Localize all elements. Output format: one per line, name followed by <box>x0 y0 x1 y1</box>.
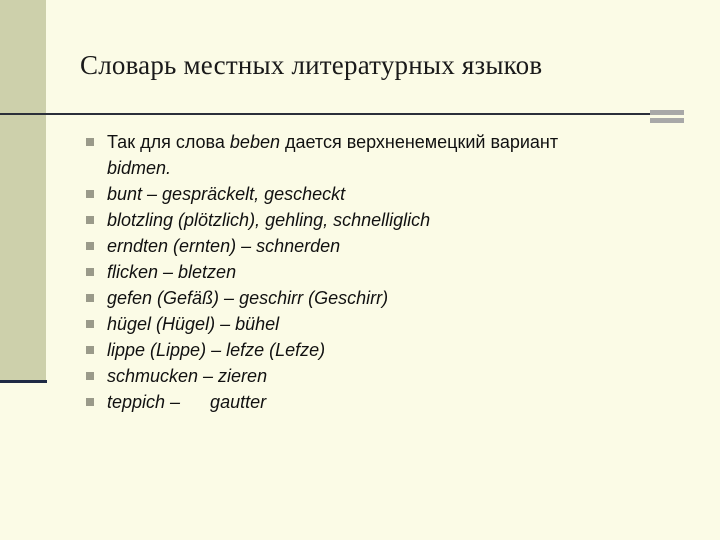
item-text: bunt – gespräckelt, gescheckt <box>107 184 346 204</box>
list-item <box>86 363 686 389</box>
list-item <box>86 181 686 207</box>
square-bullet-icon <box>86 372 94 380</box>
item-text: schmucken – zieren <box>107 366 268 386</box>
square-bullet-icon <box>86 216 94 224</box>
item-text-em: beben <box>229 132 280 152</box>
item-text: flicken – bletzen <box>107 262 237 282</box>
title-divider-accent-top <box>650 110 684 115</box>
list-item <box>86 389 686 415</box>
list-item <box>86 259 686 285</box>
square-bullet-icon <box>86 346 94 354</box>
square-bullet-icon <box>86 190 94 198</box>
title-divider-accent-bottom <box>650 118 684 123</box>
list-item <box>86 311 686 337</box>
word-list <box>86 129 686 415</box>
square-bullet-icon <box>86 242 94 250</box>
square-bullet-icon <box>86 268 94 276</box>
list-item <box>86 207 686 233</box>
item-text: teppich – gautter <box>107 392 267 412</box>
left-accent-underline <box>0 380 47 383</box>
item-text-post: дается верхненемецкий вариант <box>279 132 559 152</box>
left-accent-bar <box>0 0 46 383</box>
list-item <box>86 337 686 363</box>
square-bullet-icon <box>86 398 94 406</box>
square-bullet-icon <box>86 138 94 146</box>
item-text: erndten (ernten) – schnerden <box>107 236 341 256</box>
square-bullet-icon <box>86 294 94 302</box>
slide-title: Словарь местных литературных языков <box>80 50 543 80</box>
item-text: blotzling (plötzlich), gehling, schnelliglich <box>107 210 431 230</box>
list-item <box>86 233 686 259</box>
square-bullet-icon <box>86 320 94 328</box>
item-text: hügel (Hügel) – bühel <box>107 314 280 334</box>
list-item <box>86 285 686 311</box>
item-text: lippe (Lippe) – lefze (Lefze) <box>107 340 326 360</box>
item-text: gefen (Gefäß) – geschirr (Geschirr) <box>107 288 389 308</box>
item-text-line2: bidmen. <box>107 158 172 178</box>
list-item <box>86 129 686 181</box>
item-text-pre: Так для слова <box>107 132 230 152</box>
title-divider <box>0 113 650 115</box>
